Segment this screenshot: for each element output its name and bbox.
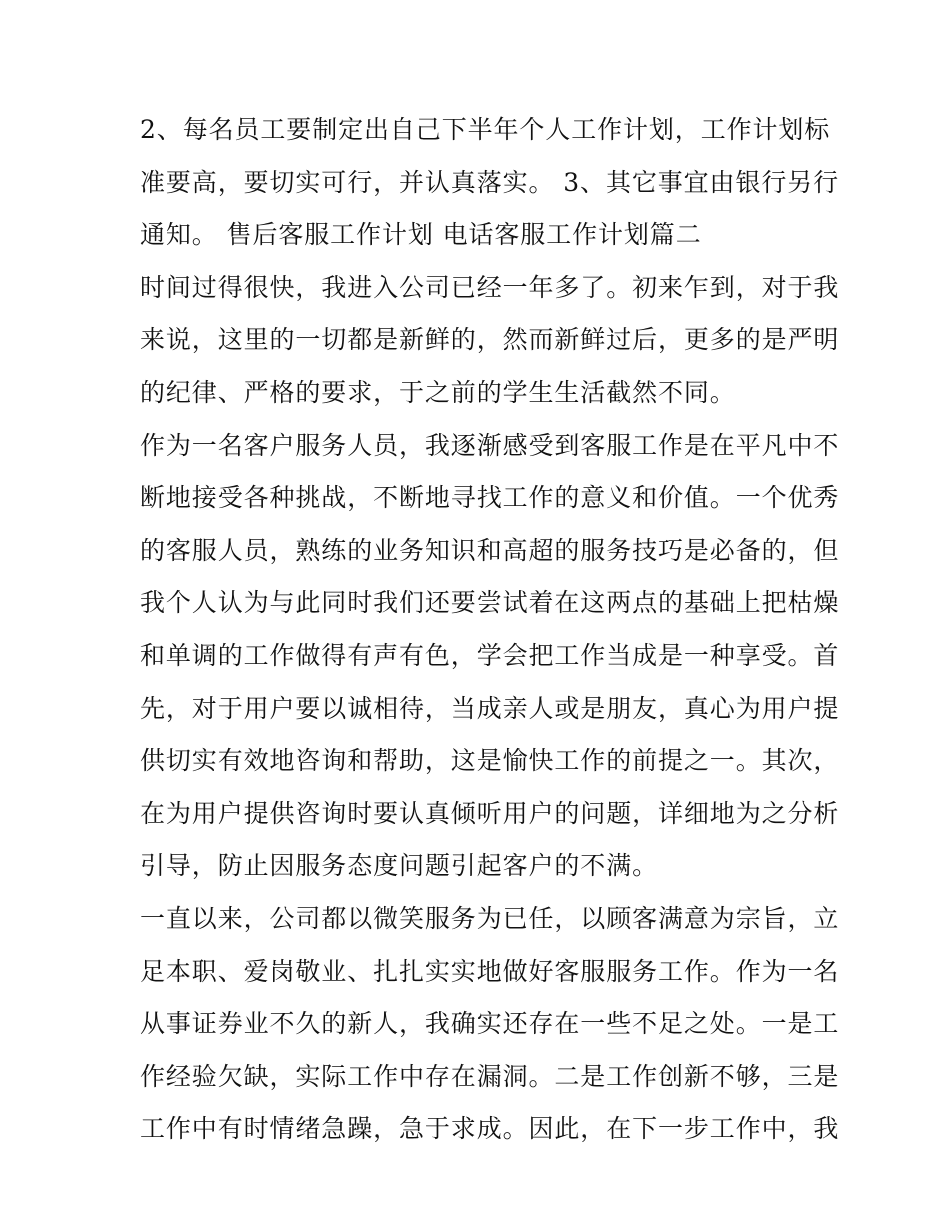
text-line: 一直以来，公司都以微笑服务为已任，以顾客满意为宗旨，立 (140, 903, 840, 933)
text-line: 从事证券业不久的新人，我确实还存在一些不足之处。一是工 (140, 1009, 840, 1039)
text-line: 在为用户提供咨询时要认真倾听用户的问题，详细地为之分析 (140, 798, 840, 828)
text-line: 我个人认为与此同时我们还要尝试着在这两点的基础上把枯燥 (140, 588, 840, 618)
text-line: 时间过得很快，我进入公司已经一年多了。初来乍到，对于我 (140, 272, 840, 302)
text-line: 作为一名客户服务人员，我逐渐感受到客服工作是在平凡中不 (140, 430, 840, 460)
document-body (140, 104, 840, 1156)
text-line: 通知。 售后客服工作计划 电话客服工作计划篇二 (140, 220, 702, 250)
text-line: 的客服人员，熟练的业务知识和高超的服务技巧是必备的，但 (140, 535, 840, 565)
text-line: 准要高，要切实可行，并认真落实。 3、其它事宜由银行另行 (140, 167, 840, 197)
text-line: 来说，这里的一切都是新鲜的，然而新鲜过后，更多的是严明 (140, 325, 840, 355)
text-line: 先，对于用户要以诚相待，当成亲人或是朋友，真心为用户提 (140, 693, 840, 723)
text-line: 的纪律、严格的要求，于之前的学生生活截然不同。 (140, 377, 736, 407)
text-line: 作经验欠缺，实际工作中存在漏洞。二是工作创新不够，三是 (140, 1061, 840, 1091)
text-line: 足本职、爱岗敬业、扎扎实实地做好客服服务工作。作为一名 (140, 956, 840, 986)
text-line: 断地接受各种挑战，不断地寻找工作的意义和价值。一个优秀 (140, 483, 840, 513)
text-line: 工作中有时情绪急躁，急于求成。因此，在下一步工作中，我 (140, 1114, 840, 1144)
text-line: 引导，防止因服务态度问题引起客户的不满。 (140, 851, 659, 881)
text-line: 和单调的工作做得有声有色，学会把工作当成是一种享受。首 (140, 640, 840, 670)
text-line: 供切实有效地咨询和帮助，这是愉快工作的前提之一。其次， (140, 746, 840, 776)
text-line: 2、每名员工要制定出自己下半年个人工作计划，工作计划标 (140, 115, 831, 144)
